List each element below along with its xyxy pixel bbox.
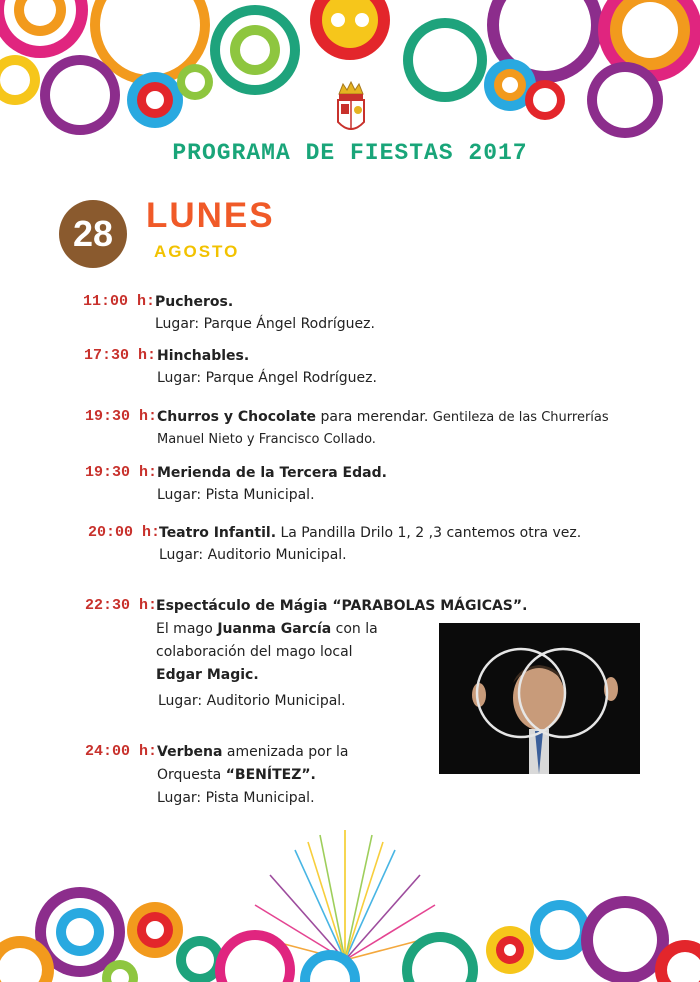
event-title: Merienda de la Tercera Edad.	[157, 465, 387, 481]
event-time: 17:30 h:	[84, 347, 157, 364]
event-line-text: El mago	[156, 621, 213, 637]
event-item	[157, 741, 348, 810]
page-title: PROGRAMA DE FIESTAS 2017	[172, 140, 528, 166]
event-detail: amenizada por la	[226, 744, 349, 760]
event-item	[157, 345, 377, 389]
event-time: 22:30 h:	[85, 597, 158, 614]
magician-illustration	[439, 623, 640, 774]
performer-name: Edgar Magic.	[156, 667, 259, 683]
event-time: 19:30 h:	[85, 464, 158, 481]
event-place: Lugar: Parque Ángel Rodríguez.	[155, 316, 375, 332]
event-time: 19:30 h:	[85, 408, 158, 425]
event-title: Teatro Infantil.	[159, 525, 277, 541]
bottom-decoration	[0, 820, 700, 982]
event-title: Espectáculo de Mágia “PARABOLAS MÁGICAS”.	[156, 598, 528, 614]
day-name: LUNES	[146, 196, 275, 235]
event-place: Lugar: Auditorio Municipal.	[158, 693, 346, 709]
event-item	[159, 522, 581, 566]
event-place: Lugar: Auditorio Municipal.	[159, 547, 347, 563]
event-time: 24:00 h:	[85, 743, 158, 760]
event-place: Lugar: Parque Ángel Rodríguez.	[157, 370, 377, 386]
magician-photo	[439, 623, 640, 774]
event-line-text: Orquesta	[157, 767, 222, 783]
coat-of-arms-icon	[333, 80, 369, 136]
event-place: Manuel Nieto y Francisco Collado.	[157, 432, 376, 447]
event-item	[155, 291, 375, 335]
event-place: Lugar: Pista Municipal.	[157, 487, 315, 503]
event-time: 20:00 h:	[88, 524, 161, 541]
event-item	[157, 462, 387, 506]
month-label: AGOSTO	[154, 242, 240, 261]
event-item	[157, 406, 609, 451]
event-line-text: colaboración del mago local	[156, 644, 353, 660]
event-time: 11:00 h:	[83, 293, 156, 310]
day-number-badge: 28	[59, 200, 127, 268]
event-detail: La Pandilla Drilo 1, 2 ,3 cantemos otra vez.	[280, 525, 582, 541]
event-title: Pucheros.	[155, 294, 234, 310]
event-place: Lugar: Pista Municipal.	[157, 790, 315, 806]
event-detail: para merendar.	[320, 409, 429, 425]
event-title: Hinchables.	[157, 348, 250, 364]
event-detail-2: Gentileza de las Churrerías	[432, 410, 609, 425]
performer-name: “BENÍTEZ”.	[225, 767, 316, 783]
event-line-text: con la	[335, 621, 378, 637]
event-title: Verbena	[157, 744, 223, 760]
event-title: Churros y Chocolate	[157, 409, 317, 425]
performer-name: Juanma García	[217, 621, 332, 637]
